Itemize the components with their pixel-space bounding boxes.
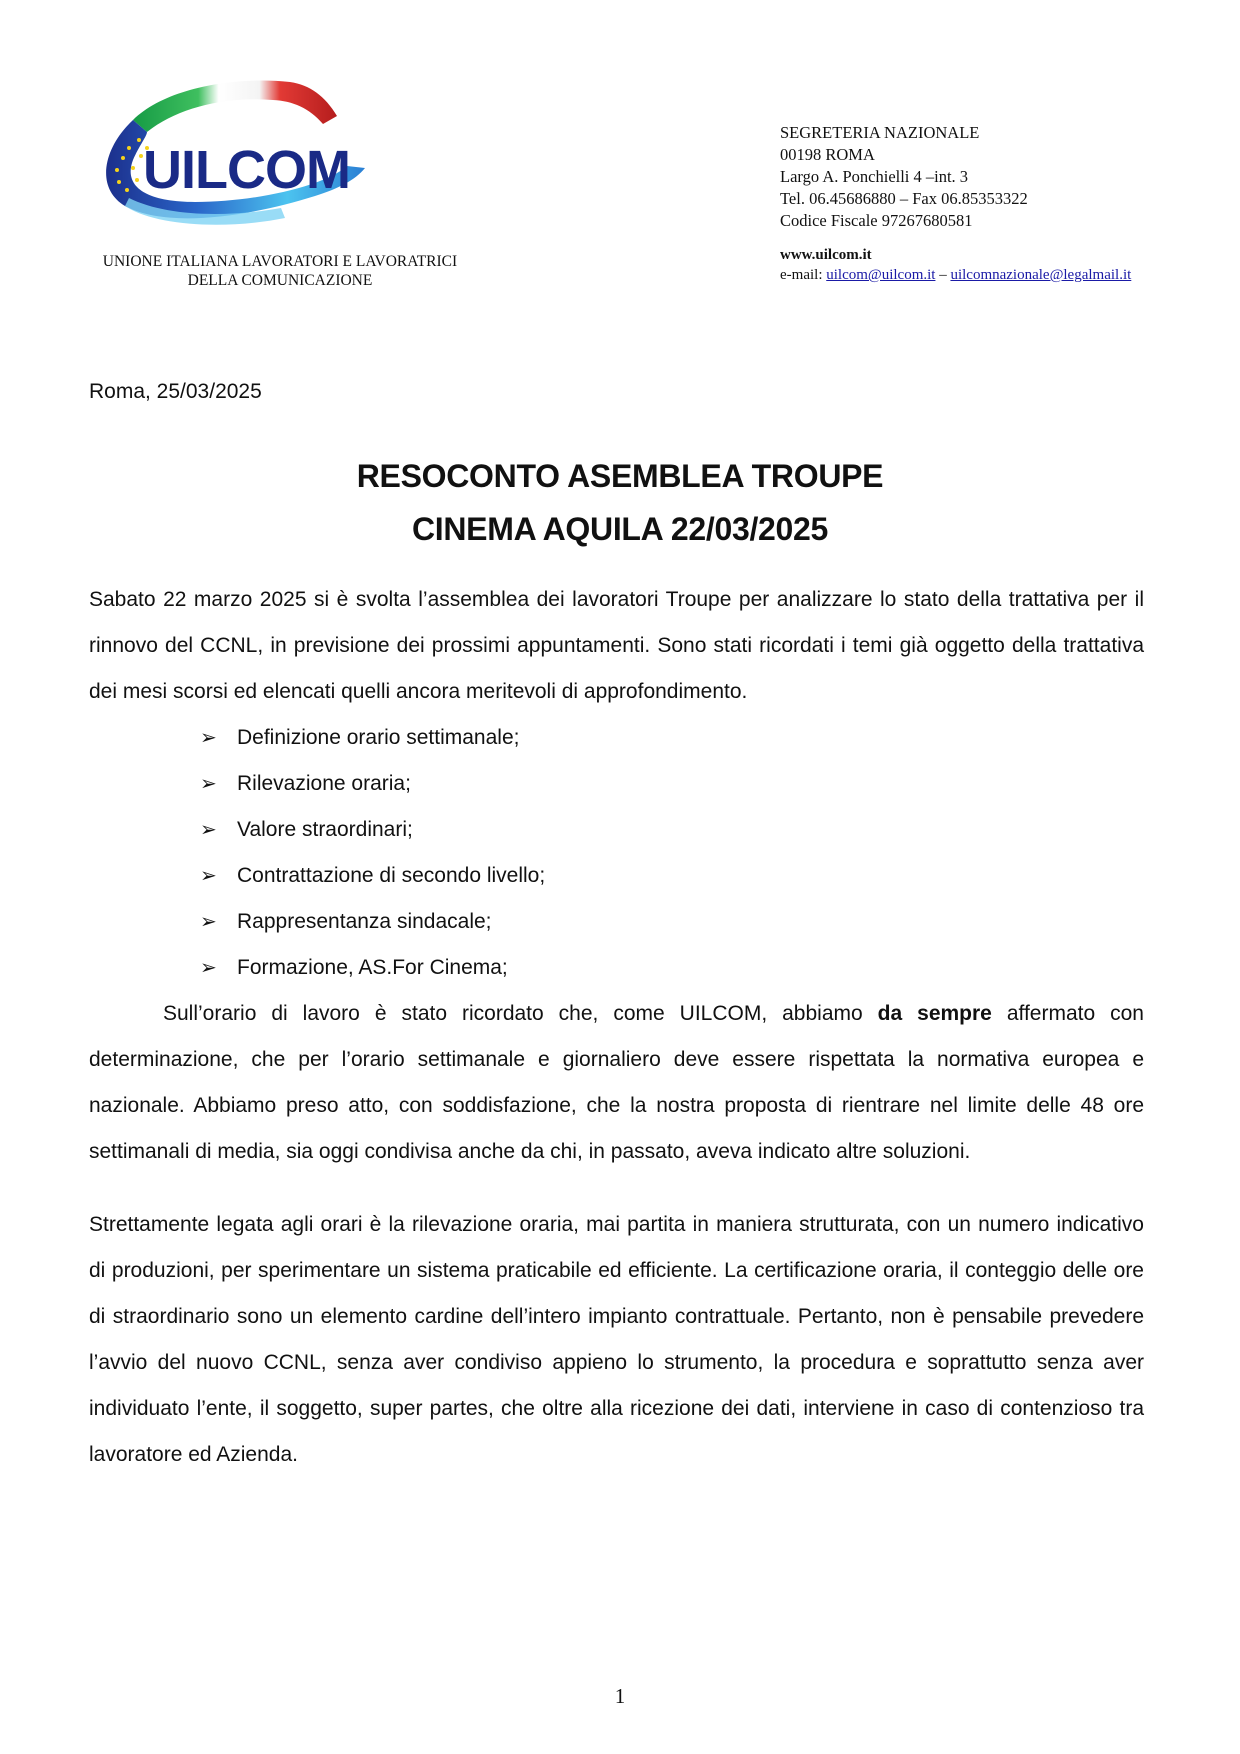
contact-line-1: SEGRETERIA NAZIONALE [780,123,980,142]
arrow-bullet-icon: ➢ [200,773,217,795]
p2-text-before: Sull’orario di lavoro è stato ricordato che, come UILCOM, abbiamo [163,1002,878,1025]
email-link-legalmail[interactable]: uilcomnazionale@legalmail.it [950,267,1132,283]
contact-line-5: Codice Fiscale 97267680581 [780,211,973,230]
org-name [80,252,480,290]
document-title [0,450,1240,556]
org-name-line-1: UNIONE ITALIANA LAVORATORI E LAVORATRICI [102,253,458,270]
arrow-bullet-icon: ➢ [200,727,217,749]
topics-list [200,715,545,991]
p2-bold-text: da sempre [877,1002,992,1025]
list-item-label: Contrattazione di secondo livello; [237,864,546,887]
list-item-label: Definizione orario settimanale; [237,726,520,749]
list-item-label: Rilevazione oraria; [237,772,411,795]
uilcom-logo-graphic [85,68,395,243]
page-number: 1 [614,1684,626,1708]
arrow-bullet-icon: ➢ [200,819,217,841]
website[interactable]: www.uilcom.it [780,247,872,263]
email-link-uilcom[interactable]: uilcom@uilcom.it [826,267,936,283]
paragraph-time-tracking: Strettamente legata agli orari è la rilevazione oraria, mai partita in maniera strutturata, con un numero indicativo di produzioni, per sperimentare un sistema praticabile ed efficiente. La certificazione oraria, il conteggio delle ore di straordinario sono un elemento cardine dell’intero impianto contrattuale. Pertanto, non è pensabile prevedere l’avvio del nuovo CCNL, senza aver condiviso appieno lo strumento, la procedura e soprattutto senza aver individuato l’ente, il soggetto, super partes, che oltre alla ricezione dei dati, interviene in caso di contenzioso tra lavoratore ed Azienda. [89,1213,1144,1466]
list-item [200,715,545,761]
document-date: Roma, 25/03/2025 [89,380,262,403]
arrow-bullet-icon: ➢ [200,911,217,933]
list-item-label: Formazione, AS.For Cinema; [237,956,508,979]
uilcom-logo [85,68,395,243]
logo-wordmark: UILCOM [143,140,350,200]
paragraph-working-hours [89,991,1144,1175]
list-item [200,761,545,807]
email-separator: – [935,267,951,283]
title-line-1: RESOCONTO ASEMBLEA TROUPE [356,458,884,494]
p2-text-after: affermato con determinazione, che per l’orario settimanale e giornaliero deve essere rispettata la normativa europea e nazionale. Abbiamo preso atto, con soddisfazione, che la nostra proposta di rientrare nel limite delle 48 ore settimanali di media, sia oggi condivisa anche da chi, in passato, aveva indicato altre soluzioni. [89,1002,1144,1163]
email-line [780,266,1131,285]
list-item [200,853,545,899]
contact-line-3: Largo A. Ponchielli 4 –int. 3 [780,167,969,186]
contact-block [780,122,1131,285]
list-item [200,945,545,991]
arrow-bullet-icon: ➢ [200,865,217,887]
contact-line-2: 00198 ROMA [780,145,875,164]
email-prefix: e-mail: [780,267,827,283]
paragraph-intro: Sabato 22 marzo 2025 si è svolta l’assemblea dei lavoratori Troupe per analizzare lo stato della trattativa per il rinnovo del CCNL, in previsione dei prossimi appuntamenti. Sono stati ricordati i temi già oggetto della trattativa dei mesi scorsi ed elencati quelli ancora meritevoli di approfondimento. [89,588,1144,703]
list-item [200,807,545,853]
org-name-line-2: DELLA COMUNICAZIONE [187,272,373,289]
list-item [200,899,545,945]
list-item-label: Valore straordinari; [237,818,413,841]
arrow-bullet-icon: ➢ [200,957,217,979]
title-line-2: CINEMA AQUILA 22/03/2025 [411,511,829,547]
list-item-label: Rappresentanza sindacale; [237,910,492,933]
contact-line-4: Tel. 06.45686880 – Fax 06.85353322 [780,189,1028,208]
